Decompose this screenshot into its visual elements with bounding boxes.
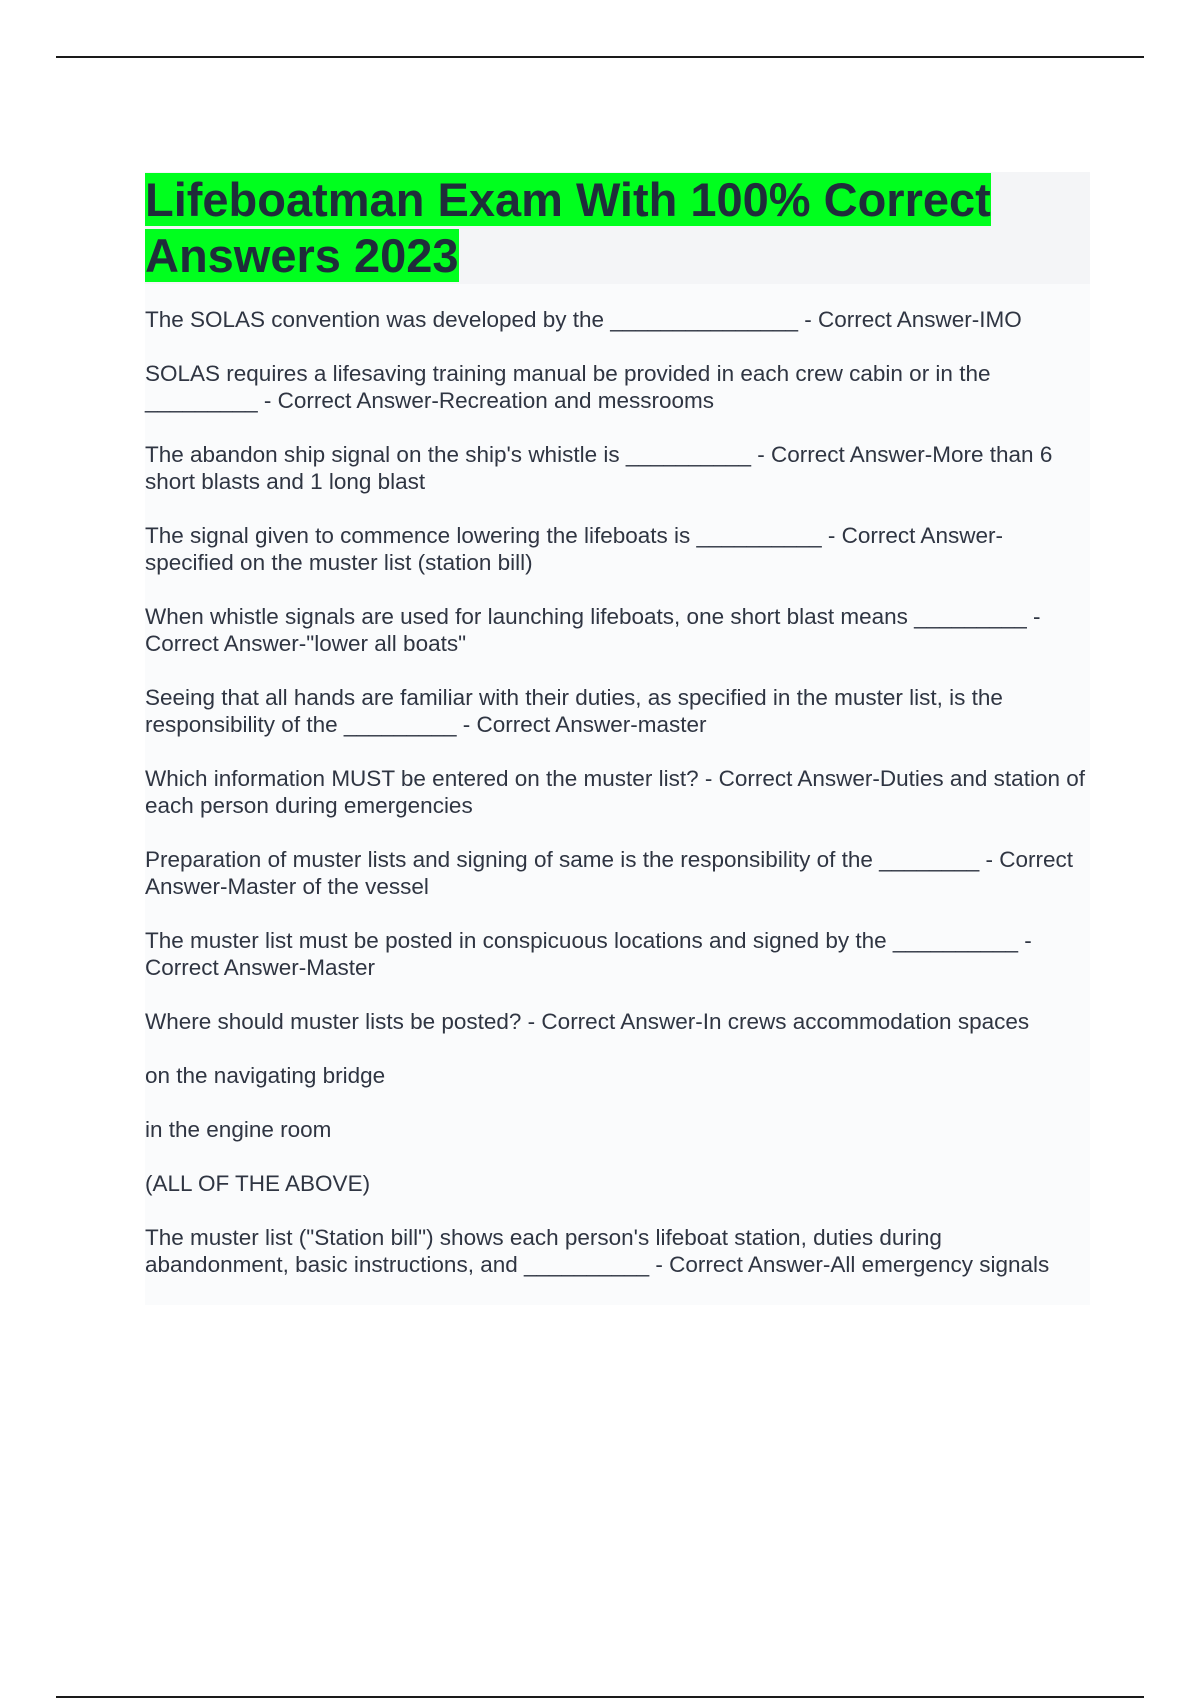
question-answer-4: The signal given to commence lowering the lifeboats is __________ - Correct Answer-specified on the muster list (station bill) [145, 523, 1003, 575]
question-answer-2: SOLAS requires a lifesaving training manual be provided in each crew cabin or in the _________ - Correct Answer-Recreation and messrooms [145, 361, 991, 413]
question-answer-10: Where should muster lists be posted? - Correct Answer-In crews accommodation spaces [145, 1009, 1030, 1034]
answer-continuation-1: on the navigating bridge [145, 1063, 386, 1088]
top-rule [56, 56, 1144, 58]
document-title [145, 172, 1090, 284]
question-answer-8: Preparation of muster lists and signing of same is the responsibility of the ________ - Correct Answer-Master of the vessel [145, 847, 1073, 899]
question-answer-9: The muster list must be posted in conspicuous locations and signed by the __________ - Correct Answer-Master [145, 928, 1032, 980]
question-answer-5: When whistle signals are used for launching lifeboats, one short blast means _________ - Correct Answer-"lower all boats" [145, 604, 1041, 656]
question-answer-6: Seeing that all hands are familiar with their duties, as specified in the muster list, is the responsibility of the _________ - Correct Answer-master [145, 685, 1003, 737]
bottom-rule [56, 1696, 1144, 1698]
answer-continuation-3: (ALL OF THE ABOVE) [145, 1171, 371, 1196]
answer-continuation-2: in the engine room [145, 1117, 332, 1142]
question-answer-11: The muster list ("Station bill") shows each person's lifeboat station, duties during abandonment, basic instructions, and __________ - Correct Answer-All emergency signals [145, 1225, 1050, 1277]
title-block [145, 172, 1090, 284]
question-answer-3: The abandon ship signal on the ship's whistle is __________ - Correct Answer-More than 6 short blasts and 1 long blast [145, 442, 1053, 494]
question-answer-1: The SOLAS convention was developed by the _______________ - Correct Answer-IMO [145, 307, 1022, 332]
question-answer-7: Which information MUST be entered on the muster list? - Correct Answer-Duties and station of each person during emergencies [145, 766, 1085, 818]
document-body [145, 172, 1090, 1305]
document-title-text: Lifeboatman Exam With 100% Correct Answers 2023 [145, 173, 991, 282]
